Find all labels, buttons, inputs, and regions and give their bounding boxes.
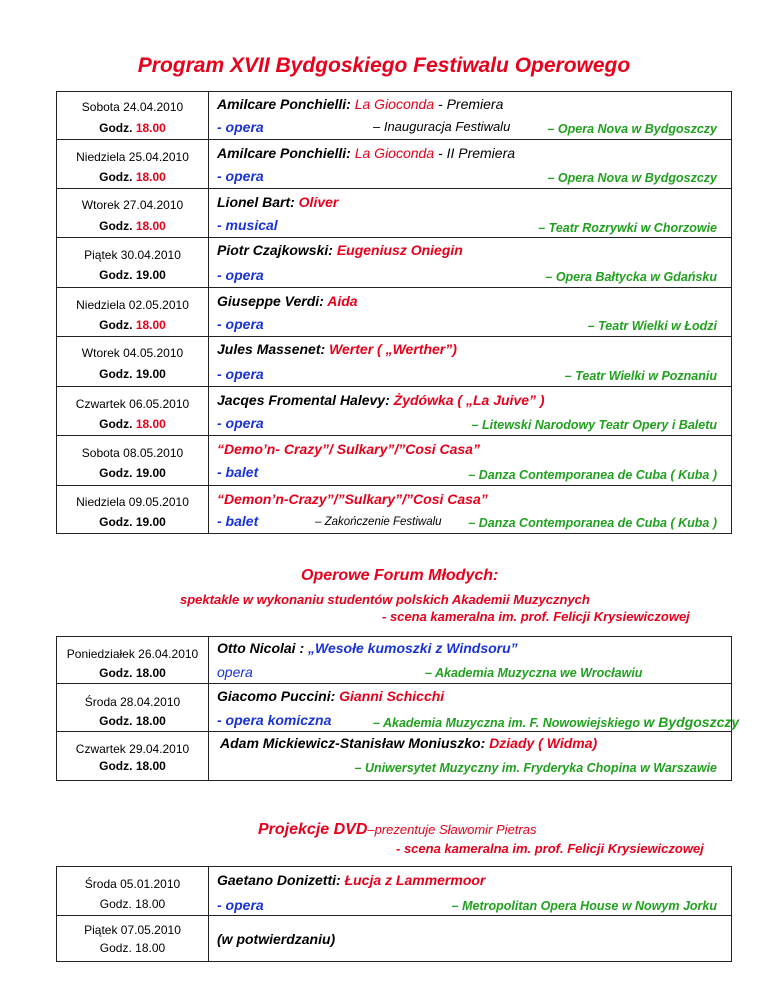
table-row: Niedziela 25.04.2010 Godz. 18.00 Amilcare Ponchielli: La Gioconda - II Premiera - opera – Opera Nova w Bydgoszczy — [57, 140, 731, 189]
dvd-table — [56, 866, 732, 962]
festival-table — [56, 91, 732, 534]
table-row: Niedziela 09.05.2010 Godz. 19.00 “Demon’n-Crazy”/”Sulkary”/”Cosi Casa” - balet – Zakończenie Festiwalu – Danza Contemporanea de Cuba ( Kuba ) — [57, 486, 731, 534]
page-title: Program XVII Bydgoskiego Festiwalu Operowego — [137, 54, 631, 77]
dvd-heading: Projekcje DVD–prezentuje Sławomir Pietras — [258, 821, 537, 838]
forum-heading: Operowe Forum Młodych: — [301, 567, 499, 584]
forum-subline: spektakle w wykonaniu studentów polskich Akademii Muzycznych — [180, 592, 590, 607]
table-row: Piątek 07.05.2010 Godz. 18.00 (w potwierdzaniu) — [84, 923, 336, 955]
table-row: Niedziela 02.05.2010 Godz. 18.00 Giuseppe Verdi: Aida - opera – Teatr Wielki w Łodzi — [57, 288, 731, 337]
table-row: Środa 05.01.2010 Godz. 18.00 Gaetano Donizetti: Łucja z Lammermoor - opera – Metropolitan Opera House w Nowym Jorku — [57, 867, 731, 916]
table-row: Wtorek 04.05.2010 Godz. 19.00 Jules Massenet: Werter ( „Werther”) - opera – Teatr Wielki w Poznaniu — [57, 337, 731, 387]
table-row: Sobota 24.04.2010 Godz. 18.00 Amilcare Ponchielli: La Gioconda - Premiera - opera – Inauguracja Festiwalu – Opera Nova w Bydgoszczy — [57, 92, 731, 140]
table-row: Sobota 08.05.2010 Godz. 19.00 “Demo’n- Crazy”/ Sulkary”/”Cosi Casa” - balet – Danza Contemporanea de Cuba ( Kuba ) — [57, 436, 731, 486]
table-row: Czwartek 29.04.2010 Godz. 18.00 Adam Mickiewicz-Stanisław Moniuszko: Dziady ( Widma) – Uniwersytet Muzyczny im. Fryderyka Chopina w Warszawie — [57, 732, 731, 781]
table-row: Środa 28.04.2010 Godz. 18.00 Giacomo Puccini: Gianni Schicchi - opera komiczna – Akademia Muzyczna im. F. Nowowiejskiego w Bydgoszczy — [57, 684, 731, 732]
table-row: Czwartek 06.05.2010 Godz. 18.00 Jacqes Fromental Halevy: Żydówka ( „La Juive” ) - opera – Litewski Narodowy Teatr Opery i Baletu — [57, 387, 731, 436]
dvd-subline: - scena kameralna im. prof. Felicji Krysiewiczowej — [396, 841, 704, 856]
event-venue: – Opera Nova w Bydgoszczy — [547, 122, 717, 136]
event-note: – Inauguracja Festiwalu — [373, 119, 511, 134]
forum-venue-subline: - scena kameralna im. prof. Felicji Krysiewiczowej — [382, 609, 690, 624]
table-row: Poniedziałek 26.04.2010 Godz. 18.00 Otto Nicolai : „Wesołe kumoszki z Windsoru” opera – Akademia Muzyczna we Wrocławiu — [57, 637, 731, 684]
table-row: Wtorek 27.04.2010 Godz. 18.00 Lionel Bart: Oliver - musical – Teatr Rozrywki w Chorzowie — [57, 189, 731, 238]
forum-table — [56, 636, 740, 781]
table-row: Piątek 30.04.2010 Godz. 19.00 Piotr Czajkowski: Eugeniusz Oniegin - opera – Opera Bałtycka w Gdańsku — [57, 238, 731, 288]
event-date: Sobota 24.04.2010 — [81, 100, 184, 114]
